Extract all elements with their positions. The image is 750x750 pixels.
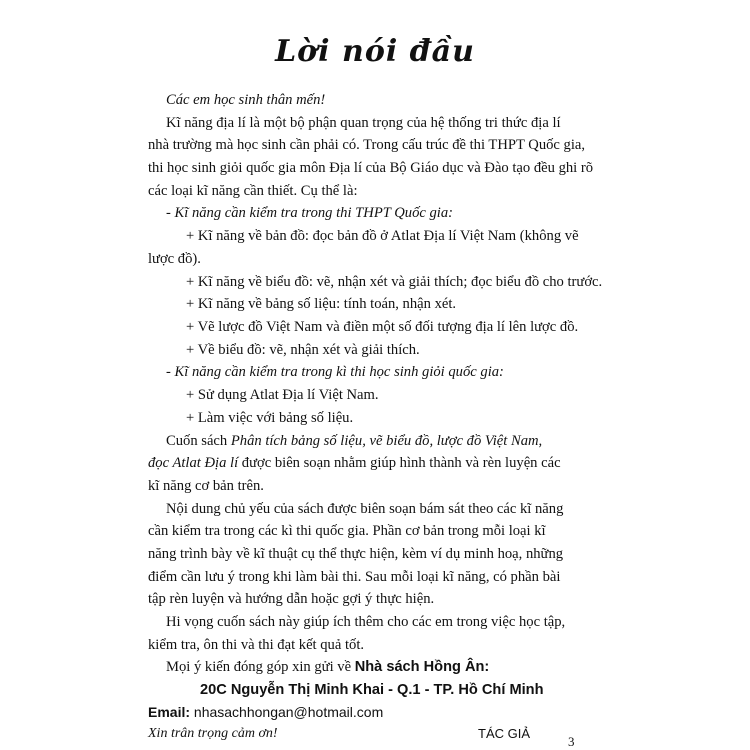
section2-item: + Làm việc với bảng số liệu. (186, 410, 354, 426)
content-line: cần kiểm tra trong các kì thi quốc gia. Phần cơ bản trong mỗi loại kĩ (148, 523, 546, 539)
publisher-name: Nhà sách Hồng Ân: (354, 659, 490, 675)
publisher-address: 20C Nguyễn Thị Minh Khai - Q.1 - TP. Hồ Chí Minh (200, 682, 544, 698)
page-title: Lời nói đầu (275, 34, 475, 69)
section1-item: + Vẽ lược đồ Việt Nam và điền một số đối tượng địa lí lên lược đồ. (186, 319, 579, 335)
hope-line: kiểm tra, ôn thi và thi đạt kết quả tốt. (148, 637, 365, 653)
book-paragraph-line: kĩ năng cơ bản trên. (148, 478, 264, 494)
section1-item: + Kĩ năng về bảng số liệu: tính toán, nhận xét. (186, 296, 457, 312)
email-label: Email: (148, 704, 191, 720)
content-line: năng trình bày về kĩ thuật cụ thể thực hiện, kèm ví dụ minh hoạ, những (148, 546, 564, 562)
section2-item: + Sử dụng Atlat Địa lí Việt Nam. (186, 387, 379, 403)
book-paragraph-line (148, 453, 561, 473)
page-number: 3 (568, 734, 575, 749)
section1-item: + Kĩ năng về bản đồ: đọc bản đồ ở Atlat Địa lí Việt Nam (không vẽ (186, 228, 579, 244)
section1-item: + Kĩ năng về biểu đồ: vẽ, nhận xét và giải thích; đọc biểu đồ cho trước. (186, 274, 603, 290)
book-description: được biên soạn nhằm giúp hình thành và rèn luyện các (238, 455, 561, 471)
section1-item: + Về biểu đồ: vẽ, nhận xét và giải thích. (186, 342, 420, 358)
feedback-text: Mọi ý kiến đóng góp xin gửi về (166, 659, 355, 675)
feedback-line (166, 657, 489, 677)
intro-line: thi học sinh giỏi quốc gia môn Địa lí của Bộ Giáo dục và Đào tạo đều ghi rõ (148, 160, 594, 176)
book-title-part2: đọc Atlat Địa lí (148, 455, 239, 471)
email-value[interactable]: nhasachhongan@hotmail.com (190, 704, 384, 720)
greeting: Các em học sinh thân mến! (166, 92, 326, 108)
section1-item: lược đồ). (148, 251, 201, 267)
content-line: điểm cần lưu ý trong khi làm bài thi. Sau mỗi loại kĩ năng, có phần bài (148, 569, 561, 585)
book-intro-text: Cuốn sách (166, 433, 231, 449)
book-paragraph-line (166, 431, 542, 451)
intro-line: các loại kĩ năng cần thiết. Cụ thể là: (148, 183, 358, 199)
hope-line: Hi vọng cuốn sách này giúp ích thêm cho các em trong việc học tập, (166, 614, 566, 630)
author-signature: TÁC GIẢ (478, 726, 531, 741)
thanks-line: Xin trân trọng cảm ơn! (148, 726, 278, 741)
book-title-part1: Phân tích bảng số liệu, vẽ biểu đồ, lược đồ Việt Nam, (230, 433, 543, 449)
section1-heading: - Kĩ năng cần kiểm tra trong thi THPT Quốc gia: (166, 205, 454, 221)
content-line: tập rèn luyện và hướng dẫn hoặc gợi ý thực hiện. (148, 591, 435, 607)
intro-line: nhà trường mà học sinh cần phải có. Trong cấu trúc đề thi THPT Quốc gia, (148, 137, 586, 153)
section2-heading: - Kĩ năng cần kiểm tra trong kì thi học sinh giỏi quốc gia: (166, 364, 504, 380)
content-line: Nội dung chủ yếu của sách được biên soạn bám sát theo các kĩ năng (166, 501, 564, 517)
intro-line: Kĩ năng địa lí là một bộ phận quan trọng của hệ thống tri thức địa lí (166, 115, 561, 131)
